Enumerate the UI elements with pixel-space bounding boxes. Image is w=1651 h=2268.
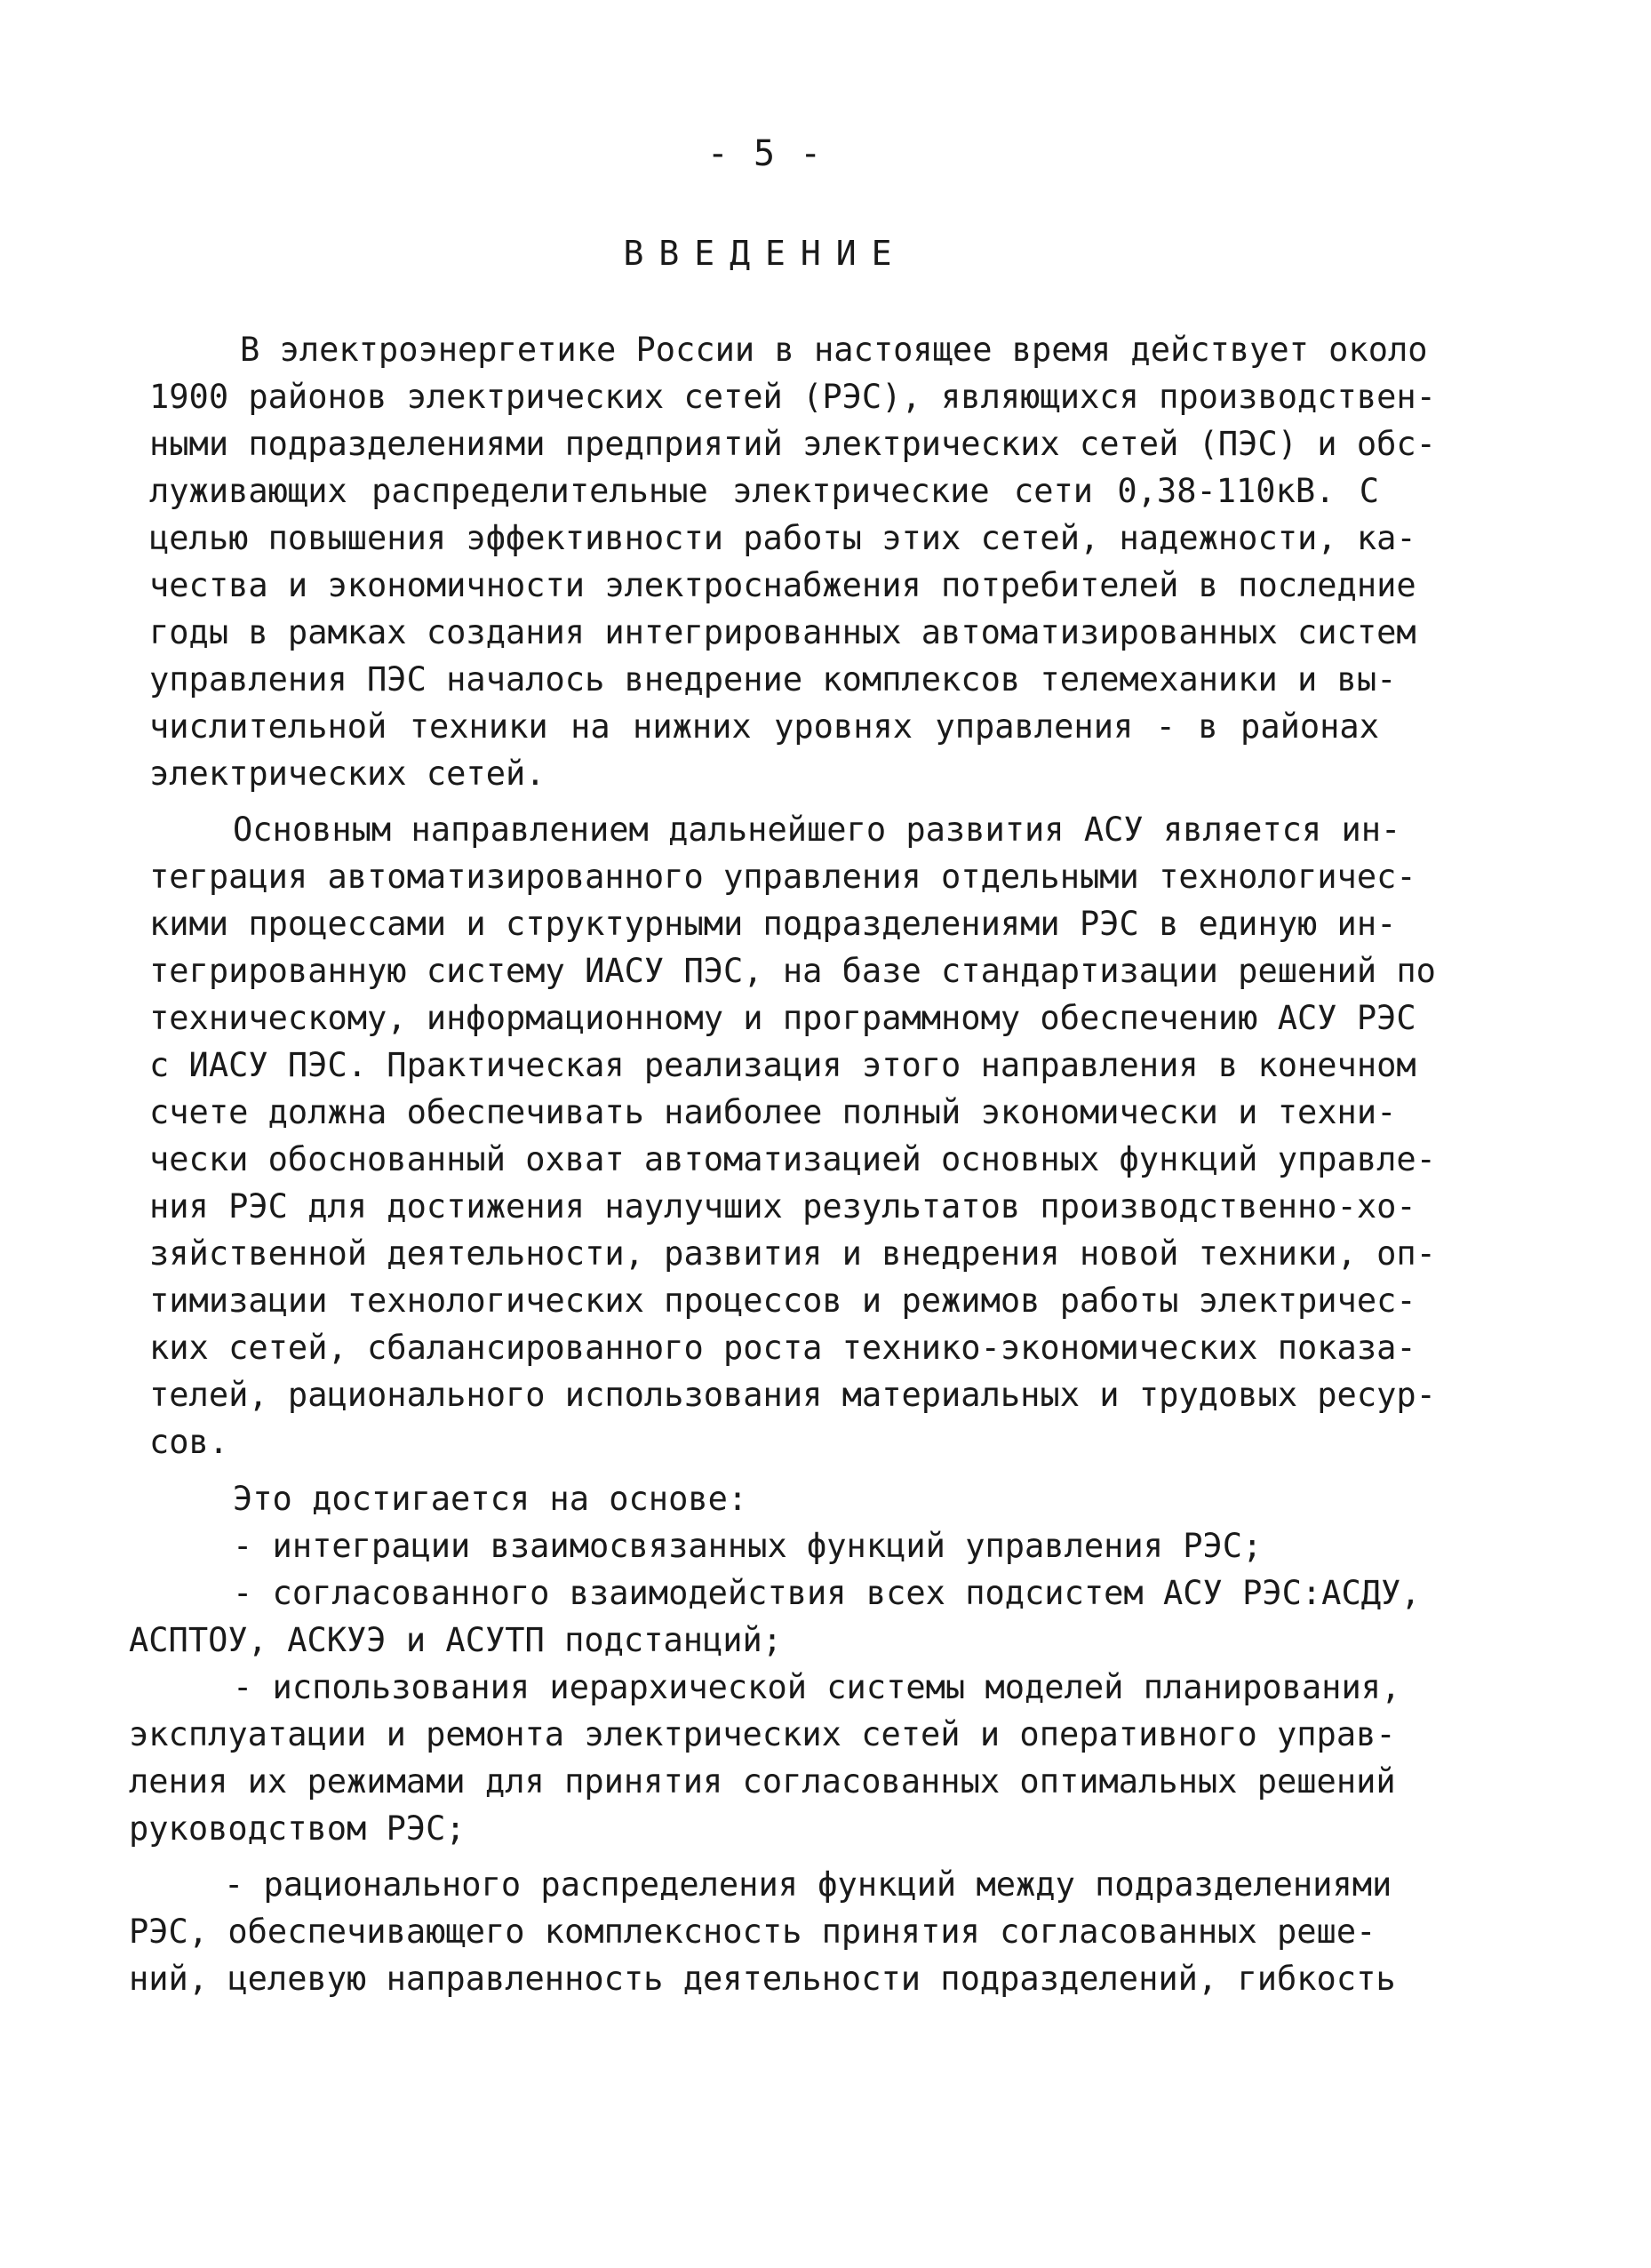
text-line: руководством РЭС;	[129, 1809, 466, 1848]
text-line: ких сетей, сбалансированного роста технико-экономических показа-	[149, 1329, 1416, 1367]
text-line: ний, целевую направленность деятельности подразделений, гибкость	[129, 1960, 1396, 1998]
text-line: АСПТОУ, АСКУЭ и АСУТП подстанций;	[129, 1621, 783, 1659]
text-line: техническому, информационному и программному обеспечению АСУ РЭС	[149, 999, 1416, 1037]
text-line: ления их режимами для принятия согласованных оптимальных решений	[129, 1762, 1396, 1801]
text-line: сов.	[149, 1423, 229, 1461]
page-number: - 5 -	[706, 133, 824, 174]
text-line: управления ПЭС началось внедрение комплексов телемеханики и вы-	[149, 660, 1397, 699]
list-item: - рационального распределения функций между подразделениями	[224, 1865, 1392, 1904]
list-item: - использования иерархической системы моделей планирования,	[233, 1668, 1401, 1706]
list-item: - интеграции взаимосвязанных функций управления РЭС;	[233, 1527, 1263, 1565]
text-line: электрических сетей.	[149, 755, 546, 793]
text-line: ния РЭС для достижения наулучших результатов производственно-хо-	[149, 1187, 1416, 1226]
text-line: Это достигается на основе:	[233, 1480, 748, 1518]
list-item: - согласованного взаимодействия всех подсистем АСУ РЭС:АСДУ,	[233, 1574, 1421, 1612]
text-line: эксплуатации и ремонта электрических сетей и оперативного управ-	[129, 1715, 1396, 1753]
text-line: теграция автоматизированного управления отдельными технологичес-	[149, 858, 1416, 896]
text-line: числительной техники на нижних уровнях управления - в районах	[149, 707, 1379, 746]
text-line: 1900 районов электрических сетей (РЭС), являющихся производствен-	[149, 378, 1436, 416]
text-line: телей, рационального использования материальных и трудовых ресур-	[149, 1376, 1436, 1414]
text-line: с ИАСУ ПЭС. Практическая реализация этого направления в конечном	[149, 1046, 1416, 1084]
text-line: годы в рамках создания интегрированных автоматизированных систем	[149, 613, 1416, 651]
text-line: чества и экономичности электроснабжения потребителей в последние	[149, 566, 1416, 604]
text-line: тимизации технологических процессов и режимов работы электричес-	[149, 1282, 1416, 1320]
section-heading: ВВЕДЕНИЕ	[623, 234, 907, 273]
text-line: РЭС, обеспечивающего комплексность принятия согласованных реше-	[129, 1913, 1376, 1951]
text-line: ными подразделениями предприятий электрических сетей (ПЭС) и обс-	[149, 425, 1436, 463]
text-line: зяйственной деятельности, развития и внедрения новой техники, оп-	[149, 1234, 1436, 1273]
text-line: чески обоснованный охват автоматизацией основных функций управле-	[149, 1140, 1436, 1178]
text-line: тегрированную систему ИАСУ ПЭС, на базе стандартизации решений по	[149, 952, 1436, 990]
text-line: В электроэнергетике России в настоящее время действует около	[240, 331, 1428, 369]
text-line: целью повышения эффективности работы этих сетей, надежности, ка-	[149, 519, 1416, 557]
text-line: Основным направлением дальнейшего развития АСУ является ин-	[233, 811, 1401, 849]
text-line: счете должна обеспечивать наиболее полный экономически и техни-	[149, 1093, 1397, 1131]
text-line: кими процессами и структурными подразделениями РЭС в единую ин-	[149, 905, 1397, 943]
text-line: луживающих распределительные электрические сети 0,38-110кВ. С	[149, 472, 1379, 510]
